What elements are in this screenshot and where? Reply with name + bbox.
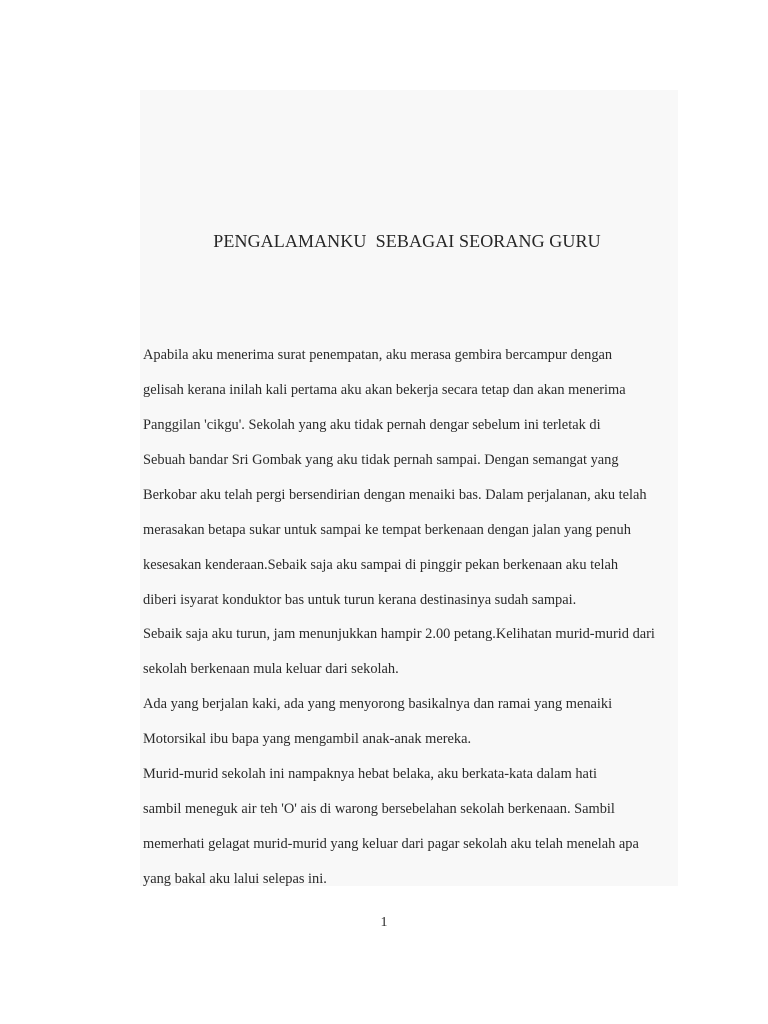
paragraph-line: Ada yang berjalan kaki, ada yang menyorong basikalnya dan ramai yang menaiki bbox=[143, 696, 613, 712]
page-number: 1 bbox=[380, 915, 388, 930]
paragraph-line: Sebuah bandar Sri Gombak yang aku tidak pernah sampai. Dengan semangat yang bbox=[143, 452, 619, 468]
paragraph-line: diberi isyarat konduktor bas untuk turun kerana destinasinya sudah sampai. bbox=[143, 592, 577, 608]
paragraph-line: Apabila aku menerima surat penempatan, aku merasa gembira bercampur dengan bbox=[143, 347, 613, 363]
paragraph-line: Panggilan 'cikgu'. Sekolah yang aku tidak pernah dengar sebelum ini terletak di bbox=[143, 417, 601, 433]
paragraph-line: sekolah berkenaan mula keluar dari sekolah. bbox=[143, 661, 399, 677]
paragraph-line: yang bakal aku lalui selepas ini. bbox=[143, 871, 327, 887]
paragraph-line: sambil meneguk air teh 'O' ais di warong bersebelahan sekolah berkenaan. Sambil bbox=[143, 801, 615, 817]
paragraph-line: merasakan betapa sukar untuk sampai ke tempat berkenaan dengan jalan yang penuh bbox=[143, 522, 631, 538]
paragraph-line: Sebaik saja aku turun, jam menunjukkan hampir 2.00 petang.Kelihatan murid-murid dari bbox=[143, 626, 655, 642]
paragraph-line: kesesakan kenderaan.Sebaik saja aku sampai di pinggir pekan berkenaan aku telah bbox=[143, 557, 619, 573]
document-title: PENGALAMANKU SEBAGAI SEORANG GURU bbox=[213, 231, 601, 251]
paragraph-line: Berkobar aku telah pergi bersendirian dengan menaiki bas. Dalam perjalanan, aku telah bbox=[143, 487, 647, 503]
paragraph-line: Murid-murid sekolah ini nampaknya hebat belaka, aku berkata-kata dalam hati bbox=[143, 766, 597, 782]
paragraph-line: memerhati gelagat murid-murid yang keluar dari pagar sekolah aku telah menelah apa bbox=[143, 836, 639, 852]
paragraph-line: Motorsikal ibu bapa yang mengambil anak-anak mereka. bbox=[143, 731, 472, 747]
paragraph-line: gelisah kerana inilah kali pertama aku akan bekerja secara tetap dan akan menerima bbox=[143, 382, 626, 398]
